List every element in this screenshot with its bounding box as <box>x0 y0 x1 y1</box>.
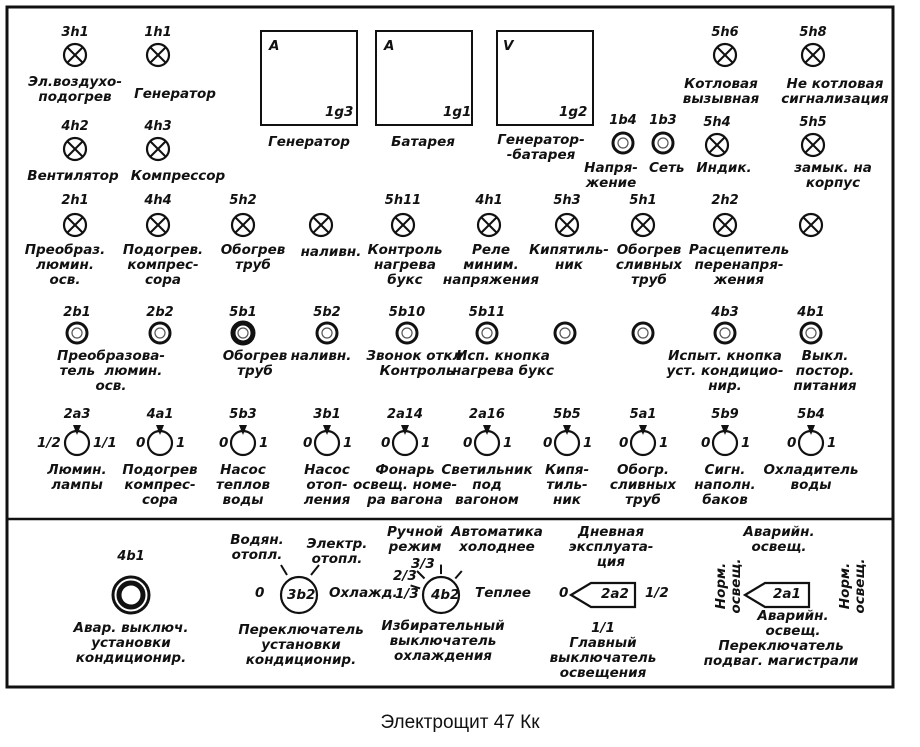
switch-pos-right: 1 <box>343 435 353 451</box>
meter-id: 1g1 <box>443 104 472 120</box>
switch-code: 5b9 <box>711 407 739 422</box>
switch-code: 5b4 <box>797 407 825 422</box>
switch-pos-left: 0 <box>381 435 391 451</box>
switch-pos-right: 1 <box>503 435 513 451</box>
button-code: 5b10 <box>388 305 426 320</box>
selector-label: Переключатель установки кондиционир. <box>238 622 364 668</box>
electrical-panel <box>3 3 909 703</box>
push-button-icon <box>633 323 653 343</box>
fuse-label-voltage: Напря- жение <box>584 160 638 191</box>
push-button-icon <box>477 323 497 343</box>
fuse-code: 1b4 <box>609 113 637 128</box>
button-code: 2b1 <box>63 305 91 320</box>
cooling-pos-warm: Теплее <box>475 585 531 601</box>
switch-pos-left: 1/2 <box>37 435 61 451</box>
emergency-code: 4b1 <box>117 549 145 564</box>
cooling-label: Избирательный выключатель охлаждения <box>381 618 505 664</box>
meter-label: Генератор <box>268 134 350 150</box>
figure-caption: Электрощит 47 Кк <box>380 712 540 733</box>
cooling-pos-auto: Автоматика холоднее <box>451 524 543 555</box>
lamp-code: 2h2 <box>711 193 739 208</box>
button-code: 4b3 <box>711 305 739 320</box>
lamp-label: Контроль нагрева букс <box>367 242 443 288</box>
switch-pos-left: 0 <box>136 435 146 451</box>
button-code: 5b1 <box>229 305 257 320</box>
switch-label: Фонарь освещ. номе- ра вагона <box>352 462 458 508</box>
button-label-converter: Преобразова- тель люмин. осв. <box>57 348 165 394</box>
button-code: 5b11 <box>468 305 506 320</box>
trunk-emergency-mid: Аварийн. освещ. <box>757 608 829 639</box>
selector-pos-cool: Охлажд. <box>329 585 398 601</box>
switch-pos-left: 0 <box>219 435 229 451</box>
lamp-label: Не котловая сигнализация <box>781 76 889 107</box>
lamp-label: Индик. <box>696 160 752 176</box>
cooling-tick-icon <box>455 571 462 579</box>
switch-code: 2a14 <box>387 407 423 422</box>
cooling-pos-13: 1/3 <box>395 586 419 602</box>
lamp-label: Вентилятор <box>27 168 119 184</box>
switch-label: Сигн. наполн. баков <box>694 462 756 508</box>
lamp-code: 4h4 <box>144 193 172 208</box>
lamp-label: Кипятиль- ник <box>529 242 609 273</box>
switch-pos-right: 1 <box>176 435 186 451</box>
selector-code: 3b2 <box>287 587 316 603</box>
switch-label: Насос отоп- ления <box>303 462 351 508</box>
selector-zero: 0 <box>255 585 265 601</box>
switch-pos-right: 1 <box>421 435 431 451</box>
lamp-label: Обогрев труб <box>220 242 286 273</box>
button-label-power-off: Выкл. постор. питания <box>793 348 857 394</box>
push-button-icon <box>653 133 673 153</box>
switch-pos-left: 0 <box>463 435 473 451</box>
emergency-label: Авар. выключ. установки кондиционир. <box>73 620 189 666</box>
push-button-icon <box>715 323 735 343</box>
switch-pos-left: 0 <box>701 435 711 451</box>
lamp-label: замык. на корпус <box>794 160 872 191</box>
lamp-code: 2h1 <box>61 193 89 208</box>
main-switch-half: 1/2 <box>645 585 669 601</box>
lamp-label: Генератор <box>134 86 216 102</box>
switch-code: 5b5 <box>553 407 581 422</box>
lamp-code: 5h8 <box>799 25 827 40</box>
button-label-heating: Обогрев труб <box>222 348 288 379</box>
cooling-pos-33: 3/3 <box>411 556 435 572</box>
trunk-code: 2a1 <box>773 586 801 602</box>
fuse-label-network: Сеть <box>649 160 685 176</box>
lamp-code: 5h1 <box>629 193 657 208</box>
switch-code: 4a1 <box>146 407 174 422</box>
button-label-ac-test: Испыт. кнопка уст. кондицио- нир. <box>666 348 784 394</box>
meter-unit: A <box>384 38 395 54</box>
switch-code: 3b1 <box>313 407 341 422</box>
lamp-code: 4h3 <box>144 119 172 134</box>
switch-label: Светильник под вагоном <box>441 462 533 508</box>
lamp-label: Компрессор <box>130 168 226 184</box>
meter-id: 1g3 <box>325 104 354 120</box>
lamp-label: Обогрев сливных труб <box>615 242 683 288</box>
switch-label: Насос теплов воды <box>215 462 271 508</box>
switch-pos-right: 1 <box>259 435 269 451</box>
lamp-label: Эл.воздухо- подогрев <box>28 74 122 105</box>
lamp-label: Расцепитель перенапря- жения <box>688 242 790 288</box>
lamp-label: Подогрев. компрес- сора <box>122 242 204 288</box>
button-code: 5b2 <box>313 305 341 320</box>
main-switch-label: 1/1 Главный выключатель освещения <box>549 620 657 681</box>
trunk-normal-left: Норм. освещ. <box>713 558 744 614</box>
cooling-pos-23: 2/3 <box>393 568 417 584</box>
meter-label: Батарея <box>391 134 455 150</box>
push-button-icon <box>233 323 253 343</box>
button-label-filling: наливн. <box>290 348 352 364</box>
switch-pos-left: 0 <box>787 435 797 451</box>
switch-pos-left: 0 <box>543 435 553 451</box>
main-switch-code: 2a2 <box>601 586 629 602</box>
cooling-pos-manual: Ручной режим <box>386 524 444 555</box>
selector-pos-electric: Электр. отопл. <box>306 536 368 567</box>
lamp-label: Реле миним. напряжения <box>442 242 540 288</box>
lamp-code: 5h11 <box>384 193 422 208</box>
switch-pos-right: 1 <box>659 435 669 451</box>
switch-label: Подогрев компрес- сора <box>122 462 198 508</box>
meter-label: Генератор- -батарея <box>497 132 585 163</box>
fuse-code: 1b3 <box>649 113 677 128</box>
trunk-normal-right: Норм. освещ. <box>837 558 868 614</box>
lamp-label: Преобраз. люмин. осв. <box>24 242 106 288</box>
switch-label: Охладитель воды <box>763 462 859 493</box>
switch-pos-right: 1/1 <box>93 435 117 451</box>
lamp-code: 5h3 <box>553 193 581 208</box>
lamp-code: 4h2 <box>61 119 89 134</box>
lamp-code: 3h1 <box>61 25 89 40</box>
selector-tick-icon <box>281 565 287 575</box>
lamp-code: 5h5 <box>799 115 827 130</box>
trunk-emergency-top: Аварийн. освещ. <box>743 524 815 555</box>
switch-pos-right: 1 <box>827 435 837 451</box>
trunk-label: Переключатель подваг. магистрали <box>703 638 859 669</box>
switch-code: 2a16 <box>469 407 505 422</box>
switch-pos-left: 0 <box>303 435 313 451</box>
push-button-icon <box>317 323 337 343</box>
lamp-code: 4h1 <box>475 193 503 208</box>
meter-unit: A <box>269 38 280 54</box>
cooling-code: 4b2 <box>431 587 460 603</box>
button-code: 4b1 <box>797 305 825 320</box>
push-button-icon <box>613 133 633 153</box>
switch-code: 5b3 <box>229 407 257 422</box>
lamp-code: 5h4 <box>703 115 731 130</box>
push-button-icon <box>555 323 575 343</box>
switch-code: 5a1 <box>629 407 657 422</box>
lamp-code: 5h6 <box>711 25 739 40</box>
lamp-code: 5h2 <box>229 193 257 208</box>
switch-code: 2a3 <box>63 407 91 422</box>
meter-unit: V <box>503 38 514 54</box>
emergency-button-icon <box>119 583 143 607</box>
lamp-code: 1h1 <box>144 25 172 40</box>
main-switch-day: Дневная эксплуата- ция <box>568 524 654 570</box>
switch-label: Обогр. сливных труб <box>609 462 677 508</box>
main-switch-zero: 0 <box>559 585 569 601</box>
button-label-test: Исп. кнопка нагрева букс <box>451 348 555 379</box>
switch-pos-right: 1 <box>741 435 751 451</box>
meter-id: 1g2 <box>559 104 588 120</box>
button-code: 2b2 <box>146 305 174 320</box>
switch-label: Люмин. лампы <box>47 462 107 493</box>
switch-pos-left: 0 <box>619 435 629 451</box>
button-label-bell: Звонок откл. Контроль <box>366 348 468 379</box>
lamp-label: Котловая вызывная <box>682 76 760 107</box>
switch-pos-right: 1 <box>583 435 593 451</box>
lamp-label: наливн. <box>300 244 362 260</box>
push-button-icon <box>67 323 87 343</box>
push-button-icon <box>397 323 417 343</box>
switch-label: Кипя- тиль- ник <box>544 462 590 508</box>
selector-pos-water: Водян. отопл. <box>230 532 284 563</box>
push-button-icon <box>801 323 821 343</box>
push-button-icon <box>150 323 170 343</box>
cooling-tick-icon <box>417 571 425 579</box>
